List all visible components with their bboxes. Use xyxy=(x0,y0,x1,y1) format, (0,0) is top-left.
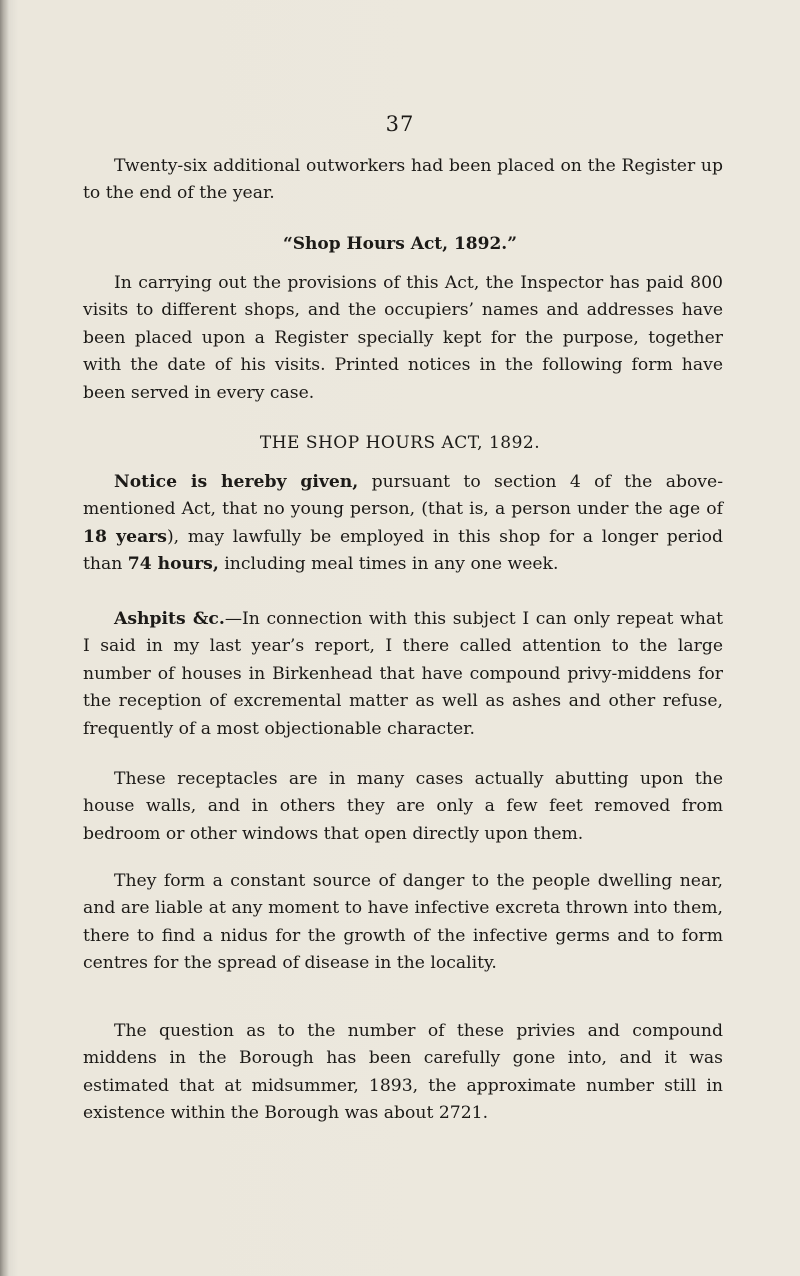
page-binding-edge xyxy=(0,0,9,1276)
notice-hours: 74 hours, xyxy=(127,554,219,575)
ashpits-text: —In connection with this subject I can only repeat what I said in my last year’s report, I there called attention to the large number of houses in Birkenhead that have compound privy-middens for the reception of excremental matter as well as ashes and other refuse, frequently of a most objectionable character. xyxy=(83,609,723,739)
paragraph-receptacles xyxy=(83,766,723,848)
notice-title: THE SHOP HOURS ACT, 1892. xyxy=(259,433,541,453)
notice-text-a: pursuant to section 4 of the above-mentioned Act, that no young person, (that is, a person under the age of xyxy=(83,472,723,520)
notice-body xyxy=(83,469,723,579)
paragraph-danger xyxy=(83,868,723,978)
ashpits-paragraph xyxy=(83,606,723,743)
paragraph-ashpits xyxy=(83,606,723,743)
paragraph-text: Twenty-six additional outworkers had been placed on the Register up to the end of the year. xyxy=(83,156,723,204)
notice-paragraph xyxy=(83,469,723,579)
ashpits-lead: Ashpits &c. xyxy=(114,609,225,629)
notice-age: 18 years xyxy=(83,526,167,547)
paragraph-privies-count xyxy=(83,1018,723,1128)
paragraph-text: They form a constant source of danger to the people dwelling near, and are liable at any moment to have infective excreta thrown into them, there to find a nidus for the growth of the infective germs and to form centres for the spread of disease in the locality. xyxy=(83,871,723,974)
notice-text-b: ), may lawfully be employed in this shop for a longer period than xyxy=(83,526,723,575)
page-number: 37 xyxy=(385,112,415,136)
paragraph-text: In carrying out the provisions of this Act, the Inspector has paid 800 visits to different shops, and the occupiers’ names and addresses have been placed upon a Register specially kept for the purpose, together with the date of his visits. Printed notices in the following form have been served in every case. xyxy=(83,273,723,403)
paragraph-text: These receptacles are in many cases actually abutting upon the house walls, and in others they are only a few feet removed from bedroom or other windows that open directly upon them. xyxy=(83,769,723,844)
paragraph-shop-hours xyxy=(83,270,723,407)
notice-lead: Notice is hereby given, xyxy=(114,472,359,492)
paragraph-outworkers xyxy=(83,153,723,208)
section-heading: “Shop Hours Act, 1892.” xyxy=(282,234,517,254)
paragraph-text: The question as to the number of these privies and compound middens in the Borough has been carefully gone into, and it was estimated that at midsummer, 1893, the approximate number still in existence within the Borough was about 2721. xyxy=(83,1021,723,1124)
notice-text-c: including meal times in any one week. xyxy=(218,554,559,575)
